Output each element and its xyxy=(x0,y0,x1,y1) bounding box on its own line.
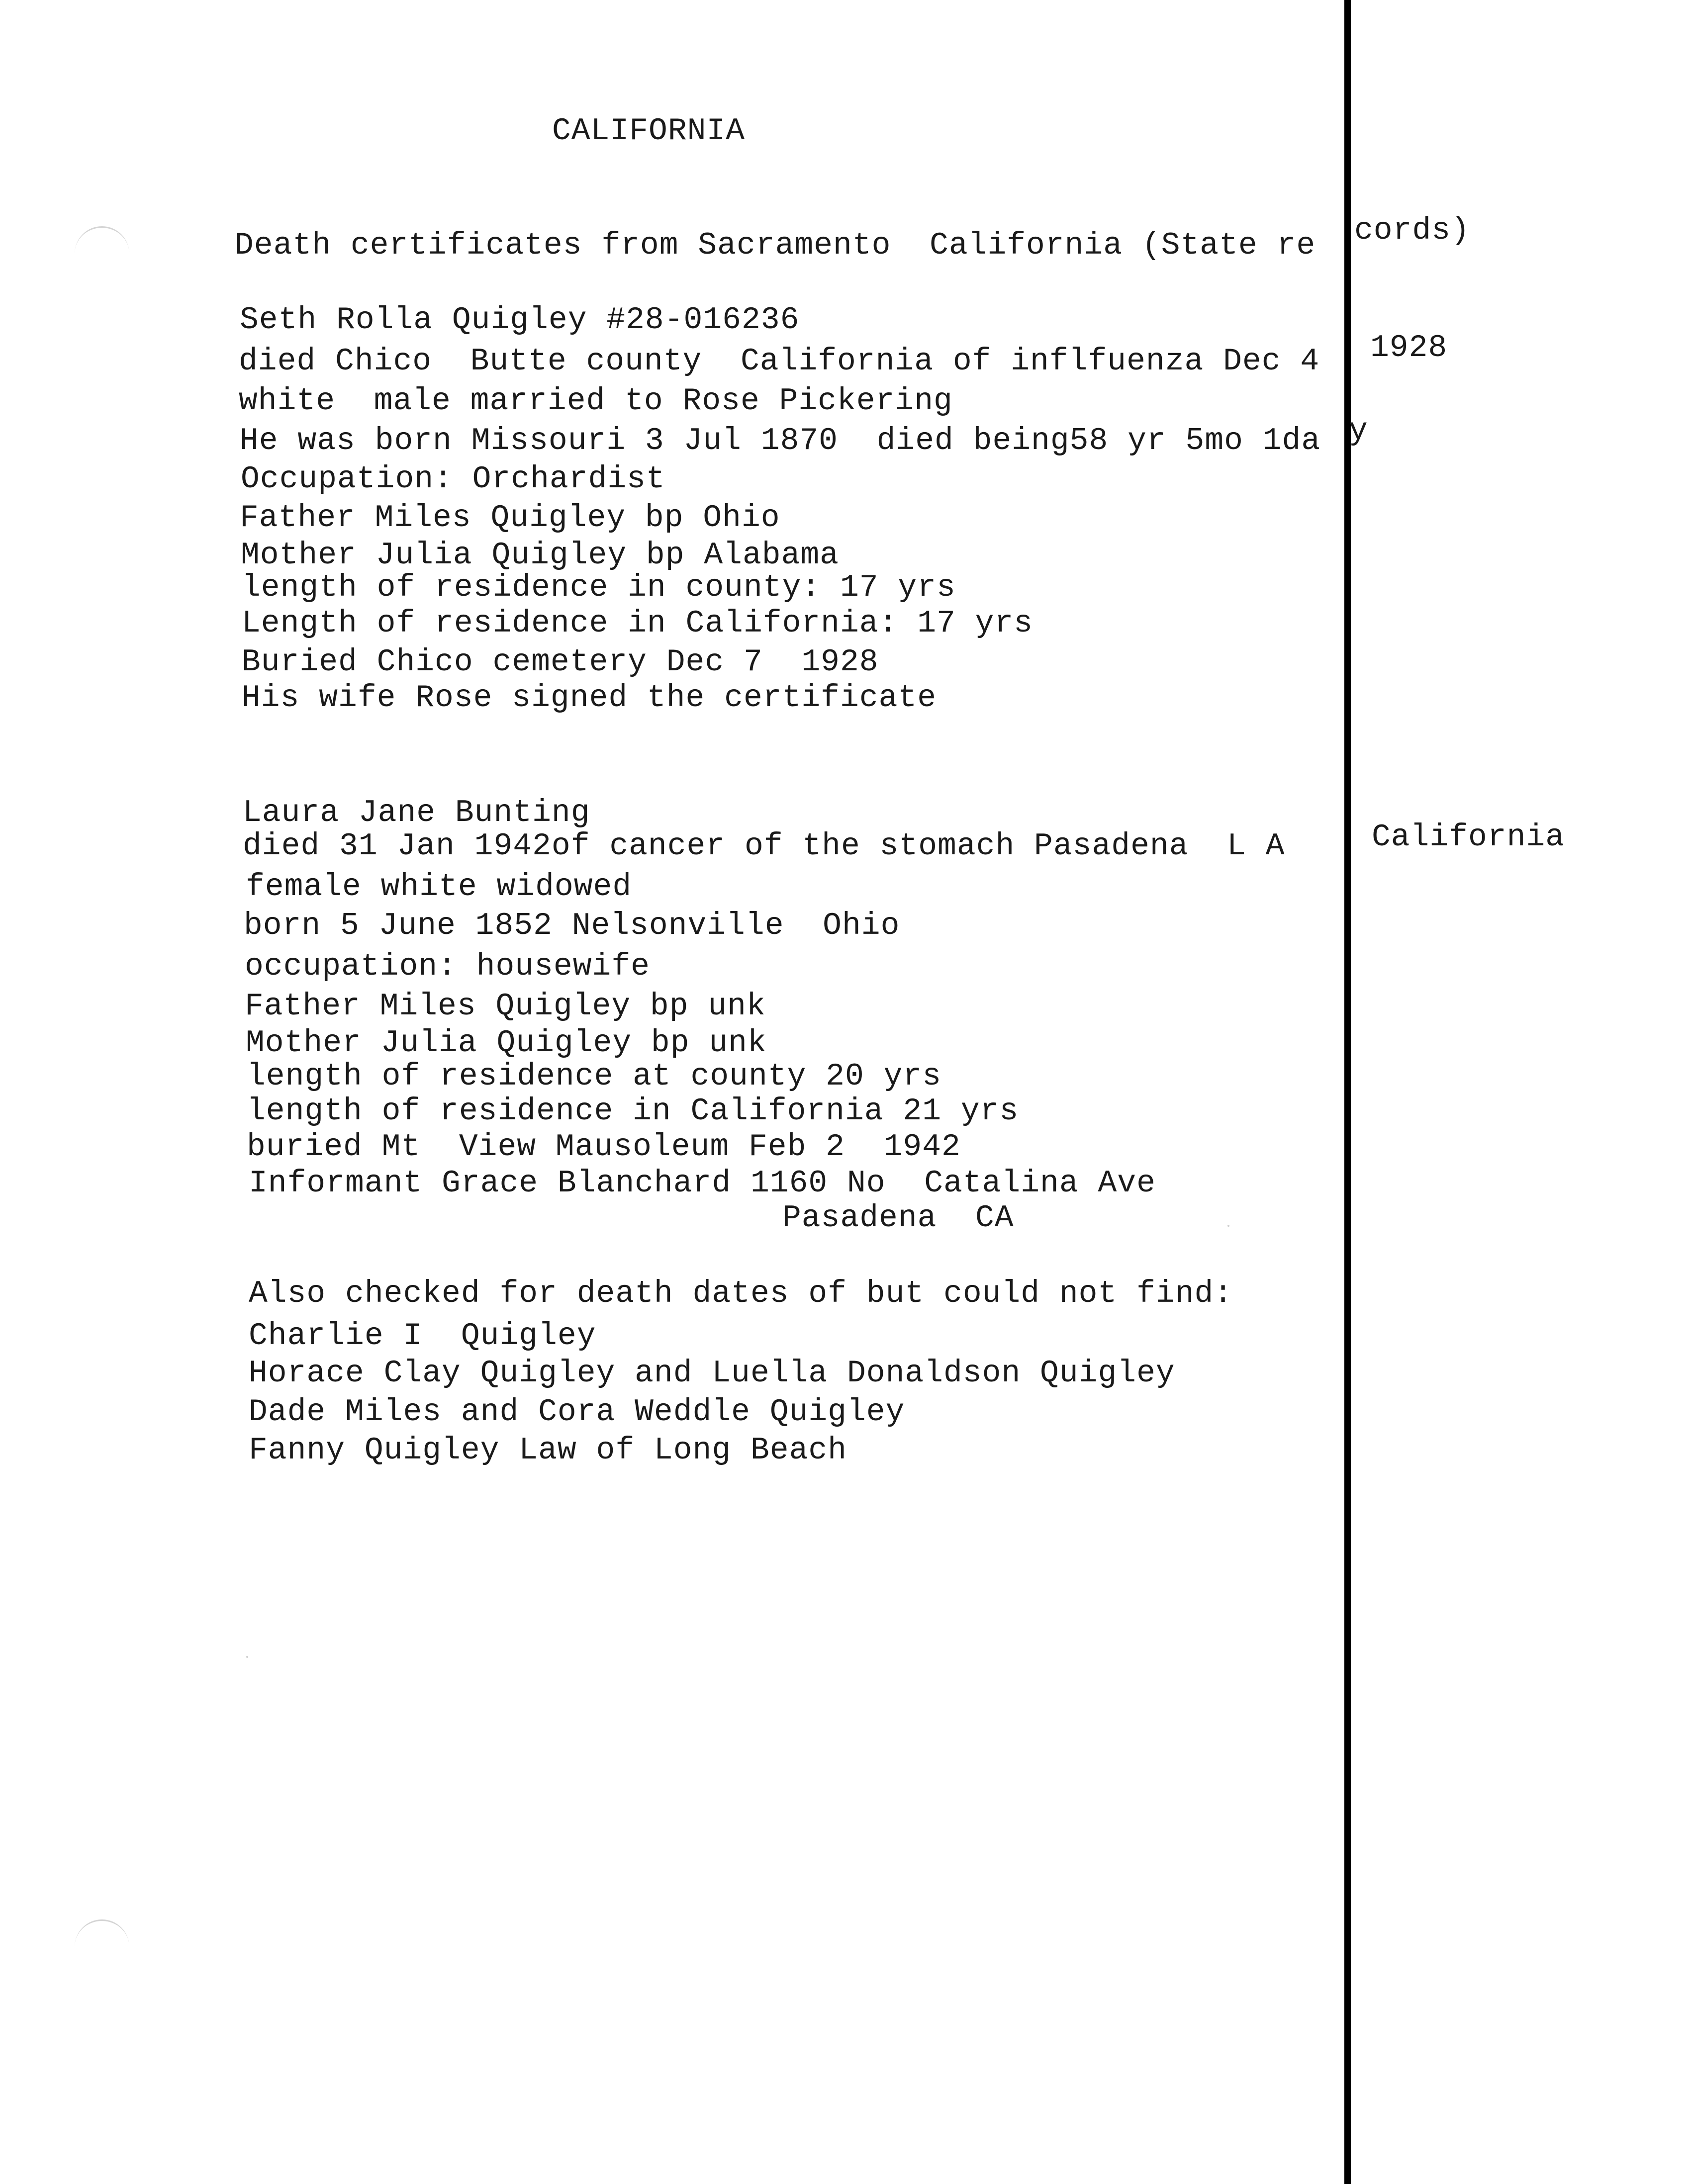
record2-informant: Informant Grace Blanchard 1160 No Catalina Ave xyxy=(249,1166,1156,1201)
also-checked-name: Charlie I Quigley xyxy=(249,1318,596,1354)
record1-died-year: 1928 xyxy=(1370,330,1448,365)
intro-line-overflow: cords) xyxy=(1354,213,1470,248)
paper-speck xyxy=(246,1656,248,1658)
record1-residence-county: length of residence in county: 17 yrs xyxy=(242,570,956,605)
paper-speck xyxy=(1227,1225,1229,1227)
page-heading: CALIFORNIA xyxy=(552,113,746,149)
also-checked-name: Horace Clay Quigley and Luella Donaldson Quigley xyxy=(249,1356,1175,1391)
also-checked-name: Fanny Quigley Law of Long Beach xyxy=(249,1433,847,1468)
also-checked-name: Dade Miles and Cora Weddle Quigley xyxy=(249,1394,905,1430)
record1-race-marital: white male married to Rose Pickering xyxy=(239,383,953,419)
record2-name: Laura Jane Bunting xyxy=(243,795,590,830)
intro-line: Death certificates from Sacramento California (State re xyxy=(235,228,1316,263)
record2-died: died 31 Jan 1942of cancer of the stomach Pasadena L A xyxy=(243,828,1285,864)
record1-father: Father Miles Quigley bp Ohio xyxy=(240,500,780,536)
record1-residence-state: Length of residence in California: 17 yrs xyxy=(242,606,1033,641)
record1-name: Seth Rolla Quigley #28-016236 xyxy=(240,302,800,338)
record1-occupation: Occupation: Orchardist xyxy=(241,461,665,497)
vertical-margin-rule xyxy=(1344,0,1351,2184)
hole-punch-mark-top xyxy=(75,226,129,258)
record1-born-overflow: y xyxy=(1349,413,1368,449)
record2-sex-marital: female white widowed xyxy=(246,869,632,905)
record2-informant-city: Pasadena CA xyxy=(782,1200,1014,1236)
record2-residence-county: length of residence at county 20 yrs xyxy=(247,1059,942,1094)
record1-buried: Buried Chico cemetery Dec 7 1928 xyxy=(242,644,879,680)
record2-mother: Mother Julia Quigley bp unk xyxy=(246,1025,767,1061)
record2-residence-state: length of residence in California 21 yrs xyxy=(247,1093,1019,1129)
record2-buried: buried Mt View Mausoleum Feb 2 1942 xyxy=(247,1129,961,1165)
record1-died: died Chico Butte county California of inflfuenza Dec 4 xyxy=(239,344,1320,379)
hole-punch-mark-bottom xyxy=(75,1919,129,1951)
record1-signed: His wife Rose signed the certificate xyxy=(242,680,937,716)
record2-born: born 5 June 1852 Nelsonville Ohio xyxy=(244,908,900,943)
also-checked-intro: Also checked for death dates of but could not find: xyxy=(249,1276,1233,1311)
record2-died-state: California xyxy=(1372,819,1565,855)
record1-born: He was born Missouri 3 Jul 1870 died being58 yr 5mo 1da xyxy=(240,423,1321,458)
record2-father: Father Miles Quigley bp unk xyxy=(245,989,766,1024)
record1-mother: Mother Julia Quigley bp Alabama xyxy=(241,538,839,573)
record2-occupation: occupation: housewife xyxy=(245,949,650,984)
